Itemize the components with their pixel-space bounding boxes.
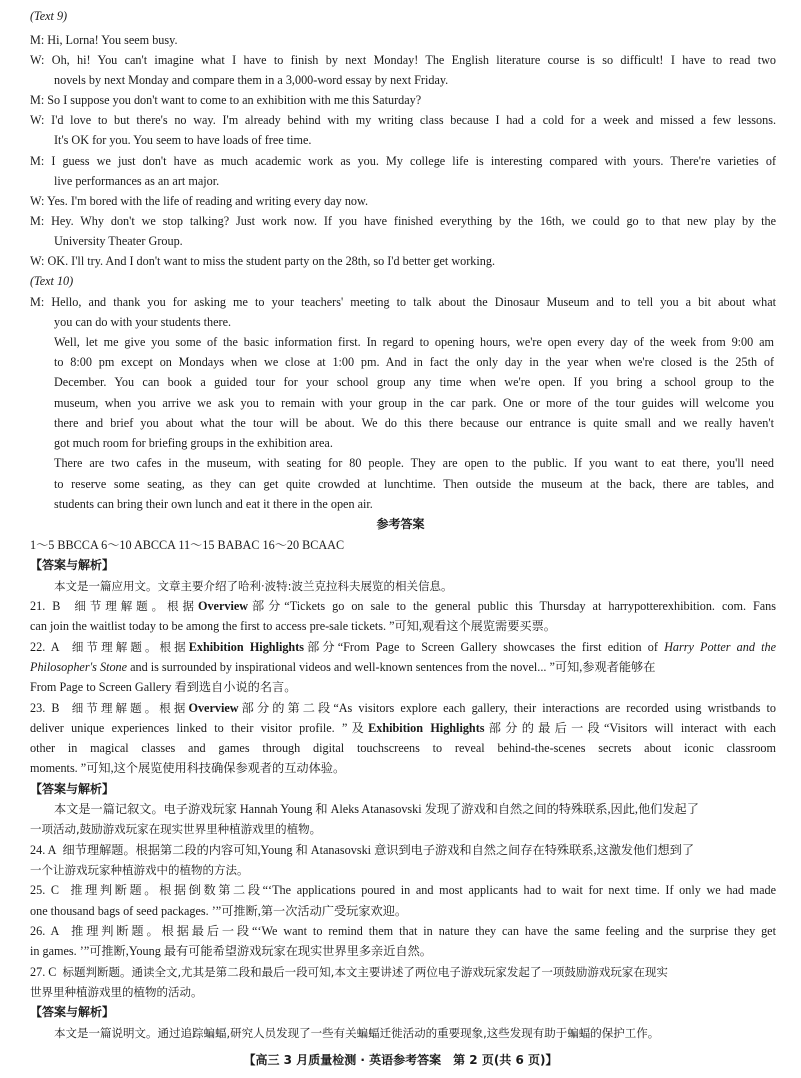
q26-line-2: in games. ’”可推断,Young 最有可能希望游戏玩家在现实世界里多亲近自然。	[30, 944, 432, 958]
text10-line-6: museum, when you arrive we ask you to remain with your group in the car park. One or more of the tour guides will welcome you	[54, 396, 774, 410]
text10-line-2: you can do with your students there.	[54, 315, 232, 329]
answer-key-heading: 参考答案	[376, 517, 425, 531]
analysis-heading-1: 【答案与解析】	[30, 558, 115, 572]
text9-line-11: University Theater Group.	[54, 234, 183, 248]
q22-line-1: 22. A 细节理解题。根据Exhibition Highlights部分“From Page to Screen Gallery showcases the first edition of Harry Potter and the	[30, 640, 776, 654]
q21-line-1: 21. B 细节理解题。根据Overview部分“Tickets go on sale to the general public this Thursday at harrypotterexhibition. com. Fans	[30, 599, 776, 613]
text10-line-8: got much room for briefing groups in the exhibition area.	[54, 436, 333, 450]
block2-intro-2: 一项活动,鼓励游戏玩家在现实世界里种植游戏里的植物。	[30, 822, 322, 836]
block3-intro: 本文是一篇说明文。通过追踪蝙蝠,研究人员发现了一些有关蝙蝠迁徙活动的重要现象,这些发现有助于蝙蝠的保护工作。	[54, 1026, 660, 1040]
block2-intro-1: 本文是一篇记叙文。电子游戏玩家 Hannah Young 和 Aleks Atanasovski 发现了游戏和自然之间的特殊联系,因此,他们发起了	[54, 802, 699, 816]
text10-line-4: to 8:00 pm except on Mondays when we close at 1:00 pm. And in fact the only day in the year when we're closed is the 25th of	[54, 355, 774, 369]
text9-line-8: live performances as an art major.	[54, 174, 220, 188]
q23-line-2: deliver unique experiences linked to their visitor profile. ”及Exhibition Highlights部分的最后一段“Visitors will interact with each	[30, 721, 776, 735]
q25-line-1: 25. C 推理判断题。根据倒数第二段“‘The applications poured in and most applicants had to wait for next time. If only we had made	[30, 883, 776, 897]
q26-number: 26. A	[30, 924, 60, 938]
q22-line-2: Philosopher's Stone and is surrounded by inspirational videos and well-known sentences from the novel... ”可知,参观者能够在	[30, 660, 656, 674]
q24-line-2: 一个让游戏玩家种植游戏中的植物的方法。	[30, 863, 249, 877]
q23-line-3: other in magical classes and games through digital touchscreens to reveal behind-the-scenes secrets about iconic classroom	[30, 741, 776, 755]
text10-line-7: there and brief you about what the tour will be about. We do this there because our entrance is quite small and we really haven't	[54, 416, 774, 430]
text9-line-3: novels by next Monday and compare them in a 3,000-word essay by next Friday.	[54, 73, 449, 87]
q22-number: 22. A	[30, 640, 60, 654]
text9-line-4: M: So I suppose you don't want to come to an exhibition with me this Saturday?	[30, 93, 422, 107]
q23-bold-overview: Overview	[188, 701, 239, 715]
q23-line-1: 23. B 细节理解题。根据Overview部分的第二段“As visitors explore each gallery, their interactions are recorded using wristbands to	[30, 701, 776, 715]
text9-line-2: W: Oh, hi! You can't imagine what I have to finish by next Monday! The English literature course is so difficult! I have to read two	[30, 53, 776, 67]
q23-bold-highlights: Exhibition Highlights	[368, 721, 485, 735]
q24-number: 24. A	[30, 843, 57, 857]
block1-intro: 本文是一篇应用文。文章主要介绍了哈利·波特:波兰克拉科夫展览的相关信息。	[54, 579, 453, 593]
q25-number: 25. C	[30, 883, 60, 897]
answer-key-line: 1～5 BBCCA 6～10 ABCCA 11～15 BABAC 16～20 BCAAC	[30, 538, 345, 552]
text10-line-9: There are two cafes in the museum, with seating for 80 people. They are open to the public. If you want to eat there, you'll need	[54, 456, 774, 470]
analysis-heading-2: 【答案与解析】	[30, 782, 115, 796]
text9-line-6: It's OK for you. You seem to have loads of free time.	[54, 133, 312, 147]
q27-line-1: 27. C 标题判断题。通读全文,尤其是第二段和最后一段可知,本文主要讲述了两位电子游戏玩家发起了一项鼓励游戏玩家在现实	[30, 965, 668, 979]
text9-line-9: W: Yes. I'm bored with the life of reading and writing every day now.	[30, 194, 369, 208]
q24-line-1: 24. A 细节理解题。根据第二段的内容可知,Young 和 Atanasovski 意识到电子游戏和自然之间存在特殊联系,这激发他们想到了	[30, 843, 695, 857]
text10-line-11: students can bring their own lunch and eat it there in the open air.	[54, 497, 373, 511]
text10-line-3: Well, let me give you some of the basic information first. In regard to opening hours, we're open every day of the week from 9:00 am	[54, 335, 774, 349]
text9-line-1: M: Hi, Lorna! You seem busy.	[30, 33, 178, 47]
q27-line-2: 世界里种植游戏里的植物的活动。	[30, 985, 203, 999]
q21-number: 21. B	[30, 599, 61, 613]
q22-italic-title-2: Philosopher's Stone	[30, 660, 128, 674]
q26-line-1: 26. A 推理判断题。根据最后一段“‘We want to remind them that in nature they can have the same feeling and the surprise they get	[30, 924, 776, 938]
text9-line-5: W: I'd love to but there's no way. I'm already behind with my writing class because I had a cold for a week and missed a few lessons.	[30, 113, 776, 127]
analysis-heading-3: 【答案与解析】	[30, 1005, 115, 1019]
text9-line-7: M: I guess we just don't have as much academic work as you. My college life is interesting compared with yours. There're varieties of	[30, 154, 776, 168]
text10-line-10: to reserve some seating, as they can get quite crowded at lunchtime. Then outside the museum at the back, there are tables, and	[54, 477, 774, 491]
page-footer: 【高三 3 月质量检测 · 英语参考答案 第 2 页(共 6 页)】	[243, 1053, 558, 1067]
q21-line-2: can join the waitlist today to be among the first to access pre-sale tickets. ”可知,观看这个展览需要买票。	[30, 619, 556, 633]
text10-line-1: M: Hello, and thank you for asking me to your teachers' meeting to talk about the Dinosaur Museum and to tell you a bit about what	[30, 295, 776, 309]
text10-line-5: December. You can book a guided tour for your school group any time when we're open. If you bring a school group to the	[54, 375, 774, 389]
text9-tag: (Text 9)	[30, 9, 68, 23]
q22-line-3: From Page to Screen Gallery 看到选自小说的名言。	[30, 680, 297, 694]
q23-number: 23. B	[30, 701, 60, 715]
q27-number: 27. C	[30, 965, 57, 979]
q22-italic-title-1: Harry Potter and the	[664, 640, 776, 654]
q25-line-2: one thousand bags of seed packages. ’”可推断,第一次活动广受玩家欢迎。	[30, 904, 408, 918]
text9-line-10: M: Hey. Why don't we stop talking? Just work now. If you have finished everything by the 16th, we could go to that new play by the	[30, 214, 776, 228]
q23-line-4: moments. ”可知,这个展览使用科技确保参观者的互动体验。	[30, 761, 346, 775]
q21-bold-overview: Overview	[197, 599, 249, 613]
text10-tag: (Text 10)	[30, 274, 74, 288]
text9-line-12: W: OK. I'll try. And I don't want to miss the student party on the 28th, so I'd better get working.	[30, 254, 496, 268]
q22-bold-highlights: Exhibition Highlights	[188, 640, 305, 654]
